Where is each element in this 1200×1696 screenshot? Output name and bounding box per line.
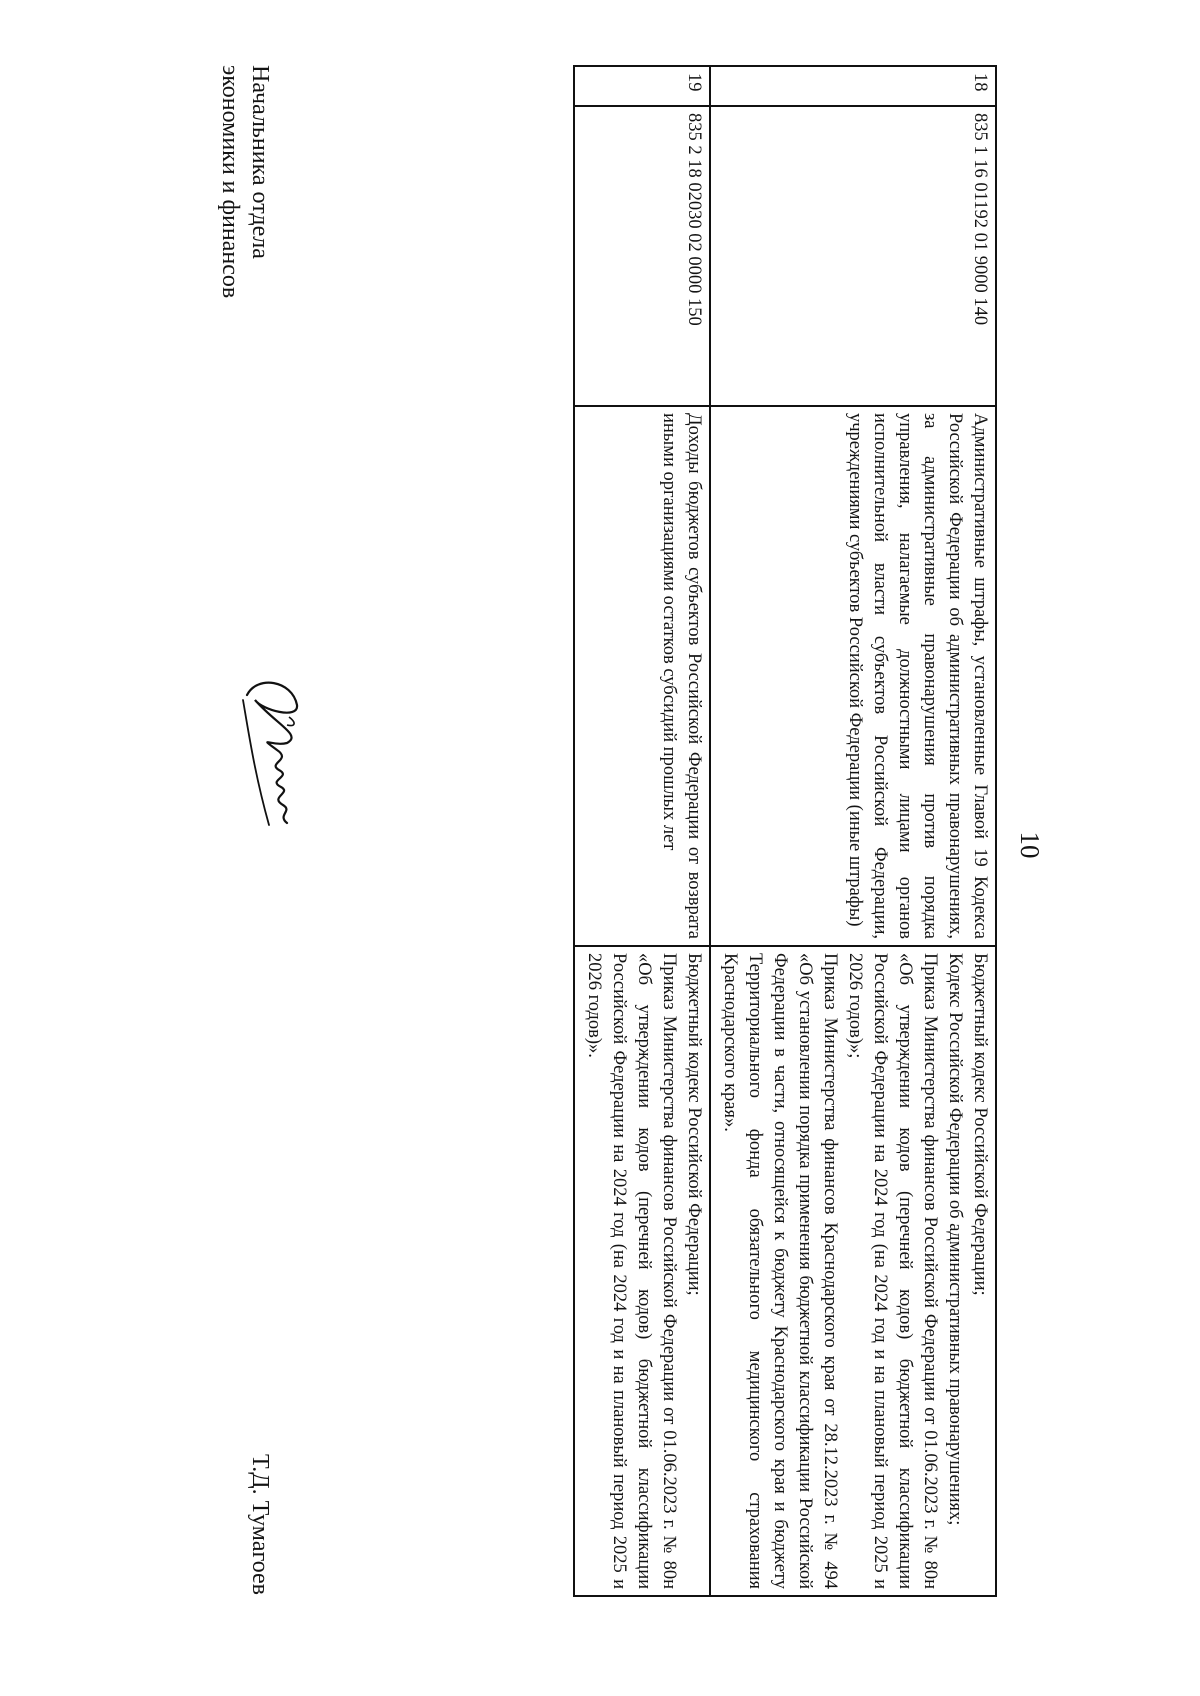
basis-item: Бюджетный кодекс Российской Федерации;: [970, 953, 990, 1296]
row-number: 18: [710, 66, 996, 106]
basis-item: Приказ Министерства финансов Российской Федерации от 01.06.2023 г. № 80н «Об утверждении кодов (перечней кодов) бюджетной классификации Российской Федерации на 2024 год (на 2024 год и на плановый период 2025 и 2026 годов)»;: [845, 953, 940, 1589]
legal-basis: [574, 946, 710, 1596]
basis-item: Приказ Министерства финансов Российской Федерации от 01.06.2023 г. № 80н «Об утверждении кодов (перечней кодов) бюджетной классификации Российской Федерации на 2024 год (на 2024 год и на плановый период 2025 и 2026 годов)».: [584, 953, 679, 1589]
legal-basis: [710, 946, 996, 1596]
budget-code: 835 1 16 01192 01 9000 140: [710, 106, 996, 406]
revenue-name: Доходы бюджетов субъектов Российской Федерации от возврата иными организациями остатков субсидий прошлых лет: [574, 406, 710, 946]
page-number: 10: [1015, 831, 1045, 859]
basis-item: Бюджетный кодекс Российской Федерации;: [684, 953, 704, 1296]
row-number: 19: [574, 66, 710, 106]
table-row: [574, 66, 710, 1596]
signer-title-line: экономики и финансов: [217, 65, 243, 299]
signer-name: Т.Д. Тумагоев: [247, 1454, 273, 1595]
signer-title-line: Начальника отдела: [247, 65, 273, 259]
classification-table: [573, 65, 997, 1597]
signer-title: [215, 65, 275, 298]
budget-code: 835 2 18 02030 02 0000 150: [574, 106, 710, 406]
basis-item: Приказ Министерства финансов Краснодарского края от 28.12.2023 г. № 494 «Об установлении порядка применения бюджетной классификации Российской Федерации в части, относящейся к бюджету Краснодарского края и бюджету Территориального фонда обязательного медицинского страхования Краснодарского края».: [720, 953, 840, 1589]
table-row: [710, 66, 996, 1596]
rotated-page: [125, 45, 1045, 1635]
revenue-name: Административные штрафы, установленные Главой 19 Кодекса Российской Федерации об административных правонарушениях, за административные правонарушения против порядка управления, налагаемые должностными лицами органов исполнительной власти субъектов Российской Федерации, учреждениями субъектов Российской Федерации (иные штрафы): [710, 406, 996, 946]
basis-item: Кодекс Российской Федерации об административных правонарушениях;: [945, 953, 965, 1526]
handwritten-signature: [227, 665, 317, 835]
